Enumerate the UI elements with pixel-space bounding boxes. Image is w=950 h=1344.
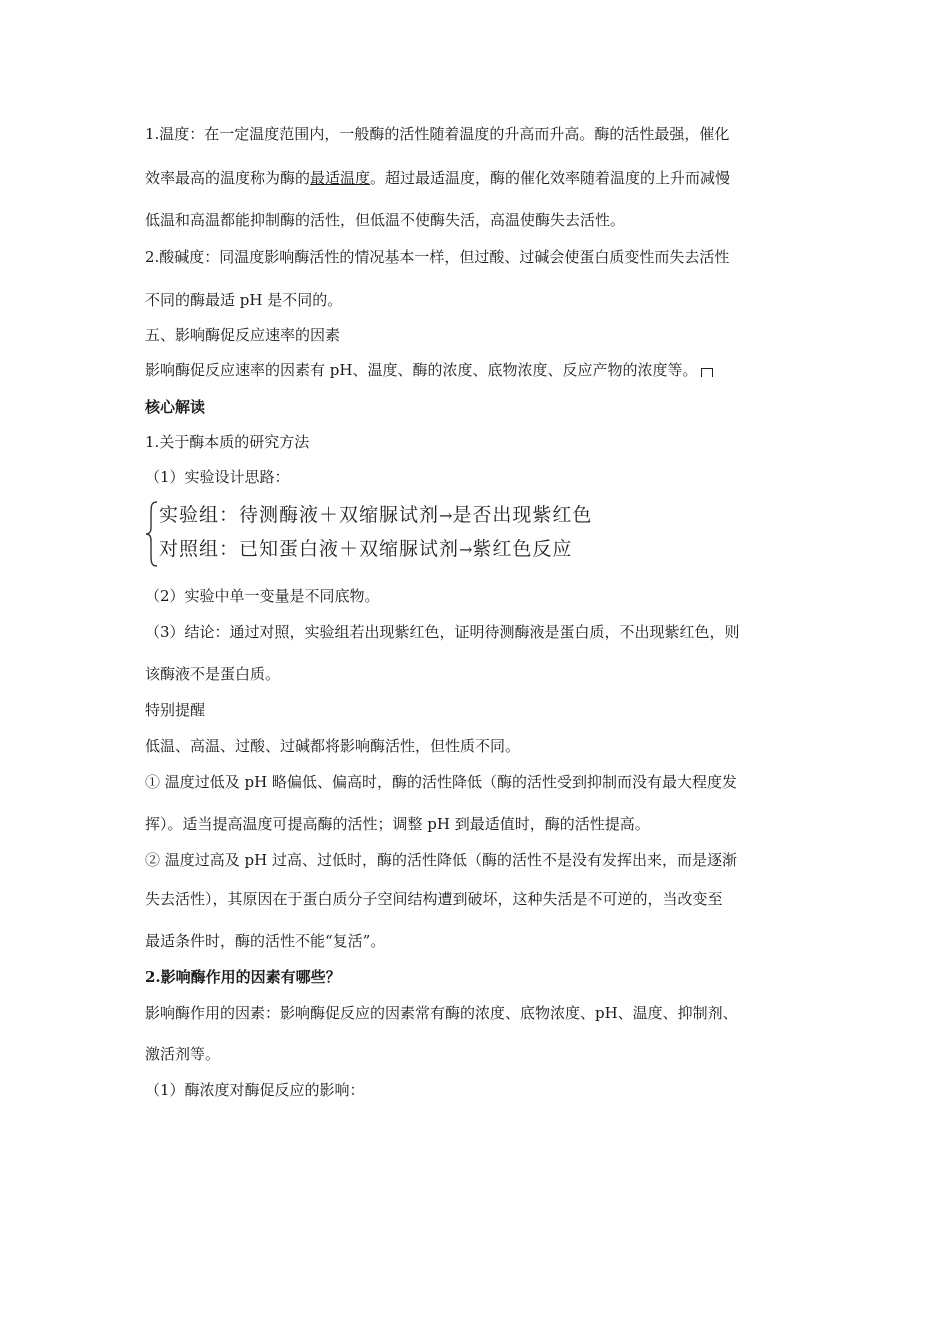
tip-2-line-3: 最适条件时，酶的活性不能“复活”。 — [145, 932, 386, 950]
tip-2-line-1: ② 温度过高及 pH 过高、过低时，酶的活性降低（酶的活性不是没有发挥出来，而是逐渐 — [145, 851, 737, 869]
experiment-group-text: 实验组：待测酶液＋双缩脲试剂 — [159, 504, 440, 526]
experiment-group-row — [159, 501, 592, 530]
section-5-body-text: 影响酶促反应速率的因素有 pH、温度、酶的浓度、底物浓度、反应产物的浓度等。 — [145, 361, 698, 379]
tip-title: 特别提醒 — [145, 701, 206, 719]
section-5-body — [145, 360, 810, 380]
experiment-design-diagram — [145, 500, 705, 568]
core-title: 核心解读 — [145, 398, 206, 416]
core-step-2: （2）实验中单一变量是不同底物。 — [145, 587, 380, 605]
core-step-3-line-2: 该酶液不是蛋白质。 — [145, 665, 281, 683]
temp-para-line-2 — [145, 168, 810, 188]
ph-para-line-1: 2.酸碱度：同温度影响酶活性的情况基本一样，但过酸、过碱会使蛋白质变性而失去活性 — [145, 248, 730, 266]
tip-1-line-2: 挥）。适当提高温度可提高酶的活性；调整 pH 到最适值时，酶的活性提高。 — [145, 815, 650, 833]
temp-para-text-a: 效率最高的温度称为酶的 — [145, 169, 311, 187]
optimal-temperature-term: 最适温度 — [310, 169, 371, 187]
core-step-3-line-1: （3）结论：通过对照，实验组若出现紫红色，证明待测酶液是蛋白质，不出现紫红色，则 — [145, 623, 740, 641]
edit-mark-icon — [701, 368, 713, 377]
arrow-right-icon: → — [459, 540, 473, 559]
question-2-title: 2.影响酶作用的因素有哪些？ — [145, 968, 341, 986]
tip-body: 低温、高温、过酸、过碱都将影响酶活性，但性质不同。 — [145, 737, 521, 755]
core-step-1: （1）实验设计思路： — [145, 468, 290, 486]
arrow-right-icon: → — [439, 506, 453, 525]
tip-1-line-1: ① 温度过低及 pH 略偏低、偏高时，酶的活性降低（酶的活性受到抑制而没有最大程度发 — [145, 773, 737, 791]
question-2-line-1: 影响酶作用的因素：影响酶促反应的因素常有酶的浓度、底物浓度、pH、温度、抑制剂、 — [145, 1004, 738, 1022]
left-brace-icon — [145, 500, 159, 568]
tip-2-line-2: 失去活性），其原因在于蛋白质分子空间结构遭到破坏，这种失活是不可逆的，当改变至 — [145, 890, 723, 908]
temp-para-line-1: 1.温度：在一定温度范围内，一般酶的活性随着温度的升高而升高。酶的活性最强，催化 — [145, 125, 730, 143]
question-2-step-1: （1）酶浓度对酶促反应的影响： — [145, 1081, 365, 1099]
question-2-line-2: 激活剂等。 — [145, 1045, 221, 1063]
experiment-group-result: 是否出现紫红色 — [452, 504, 593, 526]
section-5-title: 五、影响酶促反应速率的因素 — [145, 326, 341, 344]
temp-para-line-3: 低温和高温都能抑制酶的活性，但低温不使酶失活，高温使酶失去活性。 — [145, 211, 626, 229]
core-question-1: 1.关于酶本质的研究方法 — [145, 433, 310, 451]
control-group-result: 紫红色反应 — [472, 538, 573, 560]
control-group-row — [159, 535, 572, 564]
temp-para-text-b: 。超过最适温度，酶的催化效率随着温度的上升而减慢 — [370, 169, 731, 187]
control-group-text: 对照组：已知蛋白液＋双缩脲试剂 — [159, 538, 460, 560]
ph-para-line-2: 不同的酶最适 pH 是不同的。 — [145, 291, 343, 309]
